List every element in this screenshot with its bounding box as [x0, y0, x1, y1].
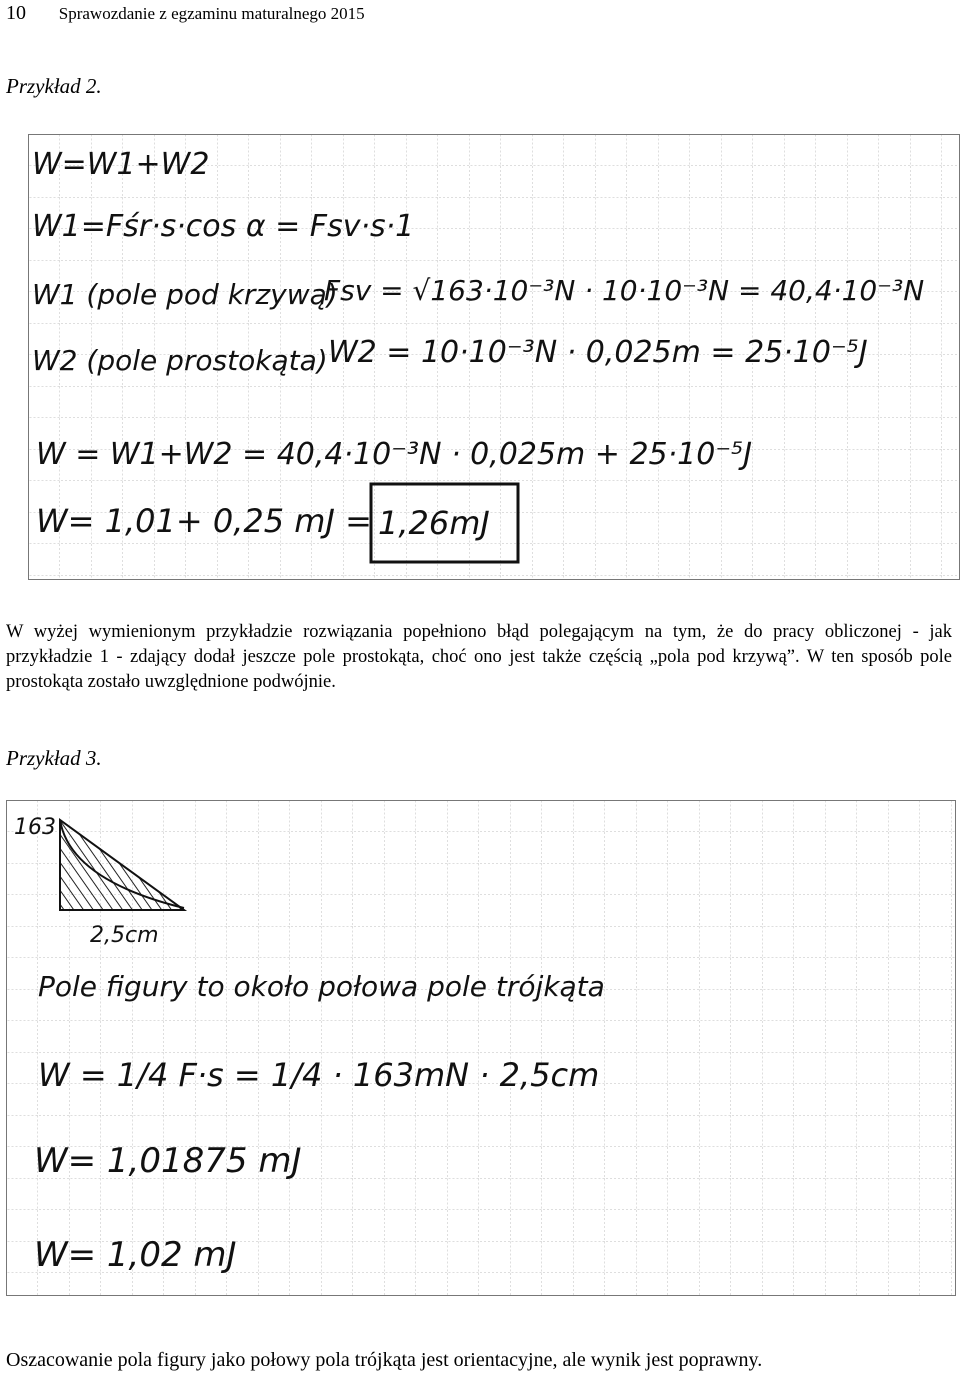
hw-line-5: W2 (pole prostokąta) — [32, 344, 328, 377]
hw-line-pole: Pole figury to około połowa pole trójkąta — [38, 970, 605, 1003]
hw-line-3: W1 (pole pod krzywą) — [32, 278, 338, 311]
hw-boxed-answer: 1,26mJ — [378, 504, 490, 542]
page-number: 10 — [6, 2, 26, 24]
graph-paper-grid-3 — [6, 800, 956, 1296]
graph-paper-grid-2 — [28, 134, 960, 580]
example-2-title: Przykład 2. — [6, 74, 102, 98]
example-3-scan — [6, 800, 956, 1296]
hw-line-8: W= 1,01+ 0,25 mJ = — [36, 502, 372, 540]
hw-force-label: 163 — [14, 815, 56, 840]
hw-line-formula: W = 1/4 F·s = 1/4 · 163mN · 2,5cm — [38, 1056, 600, 1094]
report-title: Sprawozdanie z egzaminu maturalnego 2015 — [58, 4, 365, 23]
hw-line-rounded: W= 1,02 mJ — [34, 1235, 237, 1275]
hw-line-4: Fsv = √163·10⁻³N · 10·10⁻³N = 40,4·10⁻³N — [324, 274, 925, 307]
hw-line-1: W=W1+W2 — [32, 147, 210, 182]
hw-line-6: W2 = 10·10⁻³N · 0,025m = 25·10⁻⁵J — [328, 335, 868, 370]
commentary-paragraph: W wyżej wymienionym przykładzie rozwiązania popełniono błąd polegającym na tym, że do pracy obliczonej - jak przykładzie 1 - zdający dodał jeszcze pole prostokąta, choć ono jest także częścią „pola pod krzywą”. W ten sposób pole prostokąta zostało uwzględnione podwójnie. — [6, 622, 952, 692]
page-header — [6, 0, 365, 26]
hw-line-7: W = W1+W2 = 40,4·10⁻³N · 0,025m + 25·10⁻⁵J — [36, 437, 753, 472]
hw-line-2: W1=Fśr·s·cos α = Fsv·s·1 — [32, 209, 415, 244]
hw-distance-label: 2,5cm — [90, 923, 159, 948]
example-3-title: Przykład 3. — [6, 746, 102, 770]
conclusion-text: Oszacowanie pola figury jako połowy pola trójkąta jest orientacyjne, ale wynik jest poprawny. — [6, 1349, 763, 1371]
hw-line-result: W= 1,01875 mJ — [34, 1141, 302, 1181]
example-2-scan — [28, 134, 960, 580]
